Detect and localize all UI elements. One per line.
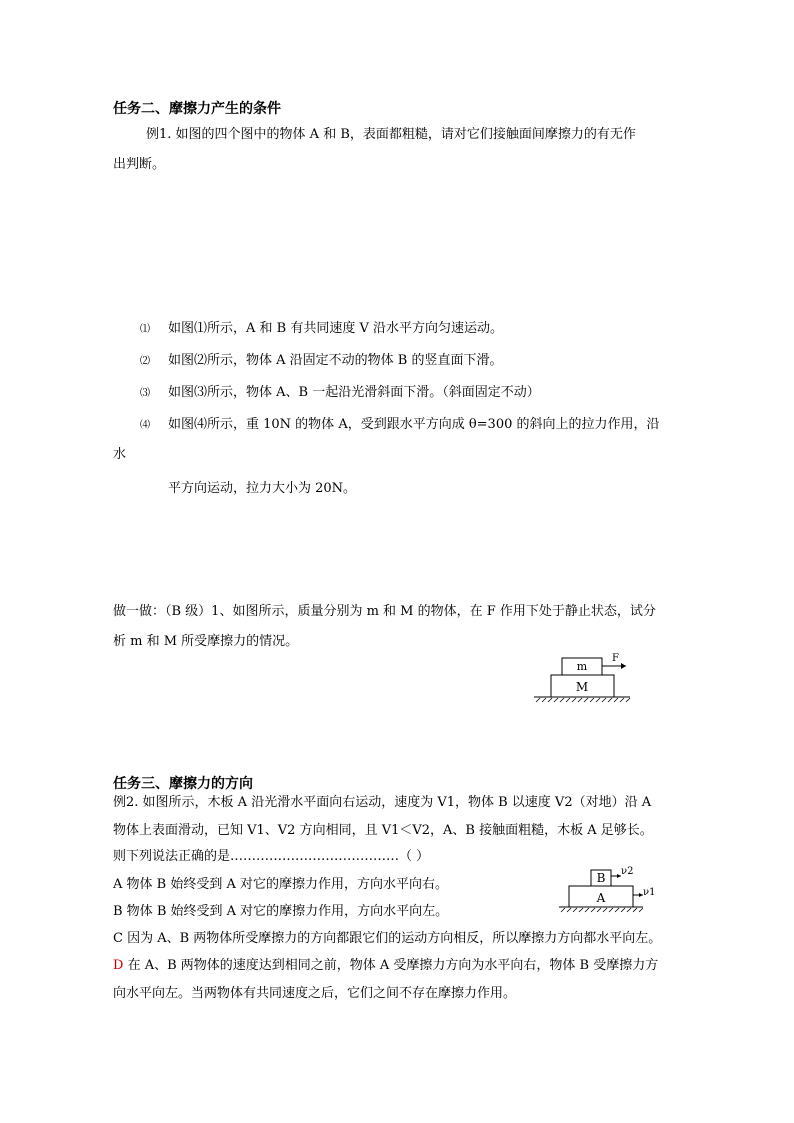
blocks-figure-A-B (555, 862, 665, 914)
force-arrowhead (621, 663, 626, 669)
item3-text: 如图⑶所示，物体 A、B 一起沿光滑斜面下滑。（斜面固定不动） (168, 385, 540, 400)
item4-continuation: 平方向运动，拉力大小为 20N。 (168, 481, 357, 496)
section2-heading: 任务二、摩擦力产生的条件 (113, 101, 281, 117)
ground-hatching (561, 908, 643, 912)
example2-line3: 则下列说法正确的是…………………………………（ ） (113, 849, 430, 864)
option-a: A 物体 B 始终受到 A 对它的摩擦力作用，方向水平向右。 (113, 877, 448, 892)
option-d-line1 (113, 957, 658, 975)
board-A-label: A (596, 891, 606, 905)
section3-heading: 任务三、摩擦力的方向 (113, 776, 253, 792)
item2-number: ⑵ (140, 356, 150, 367)
example2-line2: 物体上表面滑动，已知 V1、V2 方向相同，且 V1＜V2，A、B 接触面粗糙，木板 A 足够长。 (113, 823, 653, 838)
item3-number: ⑶ (140, 388, 150, 399)
option-d-line2: 向水平向左。当两物体有共同速度之后，它们之间不存在摩擦力作用。 (113, 986, 517, 1001)
block-B-label: B (596, 871, 606, 885)
blocks-figure-m-M (530, 648, 640, 704)
example2-line1: 例2. 如图所示，木板 A 沿光滑水平面向右运动，速度为 V1，物体 B 以速度 V2（对地）沿 A (113, 795, 652, 810)
v1-label: ν1 (643, 887, 656, 898)
ground-hatching (536, 698, 630, 702)
option-b: B 物体 B 始终受到 A 对它的摩擦力作用，方向水平向左。 (113, 904, 449, 919)
item2-text: 如图⑵所示，物体 A 沿固定不动的物体 B 的竖直面下滑。 (168, 353, 503, 368)
block-M-label: M (575, 680, 589, 694)
force-label: F (612, 653, 619, 664)
example1-line2: 出判断。 (113, 157, 166, 172)
option-d-text: 在 A、B 两物体的速度达到相同之前，物体 A 受摩擦力方向为水平向右，物体 B 受摩擦力方 (123, 958, 659, 973)
doit-line1: 做一做：（B 级）1、如图所示，质量分别为 m 和 M 的物体，在 F 作用下处于静止状态，试分 (113, 604, 656, 619)
block-m-label: m (576, 660, 588, 673)
item4-text: 如图⑷所示，重 10N 的物体 A，受到跟水平方向成 θ=300 的斜向上的拉力作用，沿 (168, 417, 660, 432)
option-c: C 因为 A、B 两物体所受摩擦力的方向都跟它们的运动方向相反，所以摩擦力方向都水平向左。 (113, 931, 662, 946)
item4-number: ⑷ (140, 420, 150, 431)
item1-text: 如图⑴所示，A 和 B 有共同速度 V 沿水平方向匀速运动。 (168, 321, 503, 336)
doit-line2: 析 m 和 M 所受摩擦力的情况。 (113, 634, 299, 649)
item4-wrap: 水 (113, 447, 127, 462)
item1-number: ⑴ (140, 324, 150, 335)
example1-line1: 例1. 如图的四个图中的物体 A 和 B，表面都粗糙，请对它们接触面间摩擦力的有无作 (146, 127, 636, 142)
v2-label: ν2 (621, 866, 634, 877)
option-d-letter: D (113, 958, 124, 973)
